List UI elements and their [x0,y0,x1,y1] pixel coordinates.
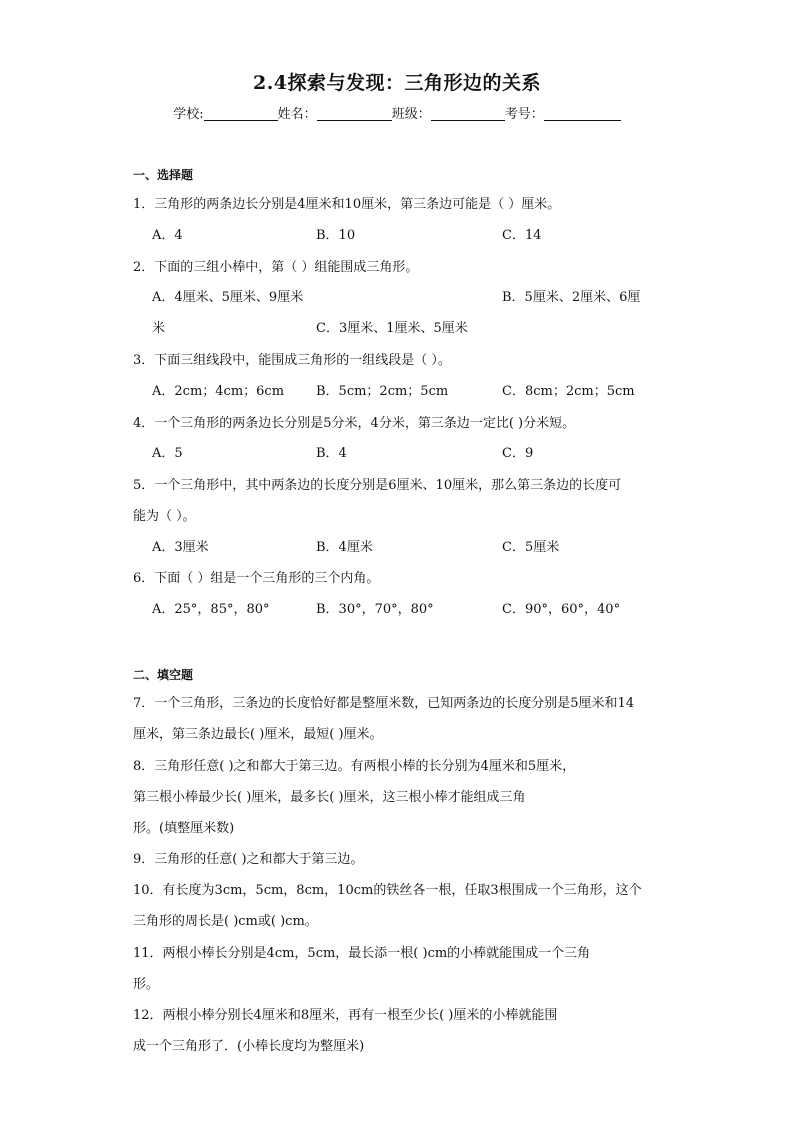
question-12-line-1: 12．两根小棒分别长4厘米和8厘米，再有一根至少长( )厘米的小棒就能围 [133,1008,558,1023]
question-2: 2．下面的三组小棒中，第（ ）组能围成三角形。 [133,260,419,275]
question-8-line-3: 形。(填整厘米数) [133,821,235,836]
question-8-line-2: 第三根小棒最少长( )厘米，最多长( )厘米，这三根小棒才能组成三角 [133,790,526,805]
section-choice-heading: 一、选择题 [133,168,194,182]
q1-option-c: C．14 [502,228,542,243]
question-8-line-1: 8．三角形任意( )之和都大于第三边。有两根小棒的长分别为4厘米和5厘米， [133,759,576,774]
q1-option-a: A．4 [152,228,183,243]
exam-no-blank[interactable] [544,107,621,121]
q2-option-a: A．4厘米、5厘米、9厘米 [152,290,304,305]
question-4: 4．一个三角形的两条边长分别是5分米，4分米，第三条边一定比( )分米短。 [133,416,576,431]
q5-option-c: C．5厘米 [502,540,560,555]
q5-option-b: B．4厘米 [316,540,373,555]
question-3: 3．下面三组线段中，能围成三角形的一组线段是（ ）。 [133,353,451,368]
section-fill-heading: 二、填空题 [133,668,194,682]
question-10-line-2: 三角形的周长是( )cm或( )cm。 [133,914,318,929]
question-11-line-2: 形。 [133,977,160,992]
question-11-line-1: 11．两根小棒长分别是4cm，5cm，最长添一根( )cm的小棒就能围成一个三角 [133,946,591,961]
student-info-row [0,103,794,122]
exam-no-label: 考号： [504,107,544,122]
class-label: 班级： [391,107,431,122]
name-blank[interactable] [317,107,392,121]
question-1: 1．三角形的两条边长分别是4厘米和10厘米，第三条边可能是（ ）厘米。 [133,197,561,212]
question-5-line-2: 能为（ ）。 [133,509,196,524]
name-label: 姓名： [277,107,317,122]
q4-option-a: A．5 [152,446,183,461]
q6-option-b: B．30°，70°，80° [316,602,434,617]
question-7-line-1: 7．一个三角形，三条边的长度恰好都是整厘米数，已知两条边的长度分别是5厘米和14 [133,696,635,711]
q6-option-a: A．25°，85°，80° [152,602,270,617]
q3-option-c: C．8cm；2cm；5cm [502,384,635,399]
question-12-line-2: 成一个三角形了．(小棒长度均为整厘米) [133,1039,365,1054]
q3-option-a: A．2cm；4cm；6cm [152,384,285,399]
q6-option-c: C．90°，60°，40° [502,602,621,617]
page-title: 2.4探索与发现：三角形边的关系 [252,72,542,94]
q2-option-c: C．3厘米、1厘米、5厘米 [316,321,468,336]
school-label: 学校: [173,107,204,122]
class-blank[interactable] [431,107,505,121]
question-6: 6．下面（ ）组是一个三角形的三个内角。 [133,571,380,586]
q1-option-b: B．10 [316,228,356,243]
q3-option-b: B．5cm；2cm；5cm [316,384,449,399]
question-10-line-1: 10．有长度为3cm，5cm，8cm，10cm的铁丝各一根，任取3根围成一个三角形，这个 [133,883,642,898]
q2-option-b: B．5厘米、2厘米、6厘 [502,290,641,305]
q5-option-a: A．3厘米 [152,540,209,555]
q2-option-b-wrap: 米 [152,321,166,336]
question-5-line-1: 5．一个三角形中，其中两条边的长度分别是6厘米、10厘米，那么第三条边的长度可 [133,478,622,493]
q4-option-b: B．4 [316,446,347,461]
question-7-line-2: 厘米，第三条边最长( )厘米，最短( )厘米。 [133,727,383,742]
question-9: 9．三角形的任意( )之和都大于第三边。 [133,852,364,867]
school-blank[interactable] [204,107,278,121]
q4-option-c: C．9 [502,446,534,461]
